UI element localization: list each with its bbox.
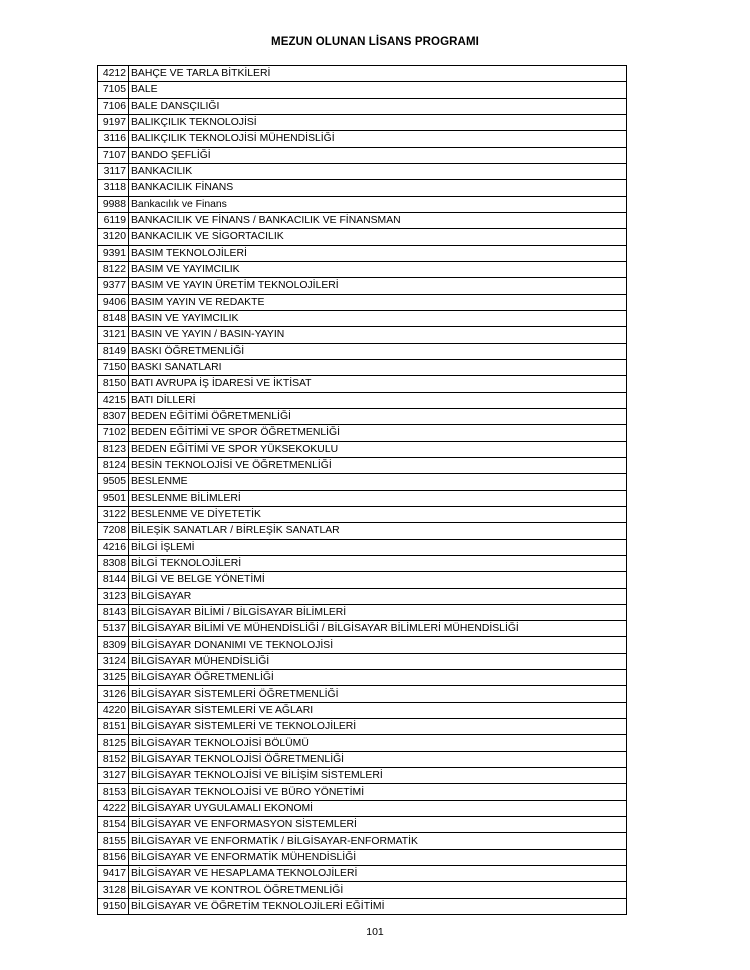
table-row — [98, 474, 627, 490]
table-row — [98, 425, 627, 441]
table-row — [98, 817, 627, 833]
program-code-cell: 9501 — [98, 490, 129, 506]
table-row — [98, 800, 627, 816]
program-name-cell: BESLENME VE DİYETETİK — [129, 506, 627, 522]
program-code-cell: 8124 — [98, 457, 129, 473]
program-code-cell: 8156 — [98, 849, 129, 865]
program-name-cell: BESLENME BİLİMLERİ — [129, 490, 627, 506]
table-row — [98, 572, 627, 588]
program-code-cell: 6119 — [98, 212, 129, 228]
table-row — [98, 833, 627, 849]
program-code-cell: 3124 — [98, 653, 129, 669]
program-code-cell: 3118 — [98, 180, 129, 196]
program-code-cell: 8125 — [98, 735, 129, 751]
program-code-cell: 8309 — [98, 637, 129, 653]
table-row — [98, 735, 627, 751]
program-name-cell: BİLGİSAYAR SİSTEMLERİ VE AĞLARI — [129, 702, 627, 718]
program-code-cell: 9150 — [98, 898, 129, 914]
program-name-cell: BİLGİSAYAR ÖĞRETMENLİĞİ — [129, 670, 627, 686]
table-row — [98, 539, 627, 555]
table-row — [98, 294, 627, 310]
program-code-cell: 4212 — [98, 66, 129, 82]
table-row — [98, 441, 627, 457]
program-name-cell: BASIN VE YAYIN / BASIN-YAYIN — [129, 327, 627, 343]
program-name-cell: BEDEN EĞİTİMİ VE SPOR ÖĞRETMENLİĞİ — [129, 425, 627, 441]
table-row — [98, 82, 627, 98]
program-name-cell: BİLGİSAYAR — [129, 588, 627, 604]
program-code-cell: 9417 — [98, 866, 129, 882]
program-code-cell: 3128 — [98, 882, 129, 898]
program-code-cell: 8154 — [98, 817, 129, 833]
table-row — [98, 670, 627, 686]
program-name-cell: BİLGİSAYAR TEKNOLOJİSİ VE BÜRO YÖNETİMİ — [129, 784, 627, 800]
table-row — [98, 66, 627, 82]
table-row — [98, 278, 627, 294]
program-code-cell: 9377 — [98, 278, 129, 294]
table-row — [98, 310, 627, 326]
program-code-cell: 7105 — [98, 82, 129, 98]
table-row — [98, 131, 627, 147]
table-row — [98, 604, 627, 620]
page-title: MEZUN OLUNAN LİSANS PROGRAMI — [271, 36, 479, 48]
program-code-cell: 7208 — [98, 523, 129, 539]
program-code-cell: 7107 — [98, 147, 129, 163]
program-name-cell: BASKI ÖĞRETMENLİĞİ — [129, 343, 627, 359]
program-name-cell: BANDO ŞEFLİĞİ — [129, 147, 627, 163]
program-code-cell: 4220 — [98, 702, 129, 718]
program-code-cell: 8123 — [98, 441, 129, 457]
program-code-cell: 9391 — [98, 245, 129, 261]
table-row — [98, 261, 627, 277]
table-row — [98, 588, 627, 604]
program-name-cell: BANKACILIK VE FİNANS / BANKACILIK VE FİNANSMAN — [129, 212, 627, 228]
program-code-cell: 3117 — [98, 163, 129, 179]
program-name-cell: BİLGİSAYAR VE KONTROL ÖĞRETMENLİĞİ — [129, 882, 627, 898]
page-number: 101 — [366, 926, 384, 938]
table-row — [98, 702, 627, 718]
program-code-cell: 7106 — [98, 98, 129, 114]
program-name-cell: BİLGİSAYAR DONANIMI VE TEKNOLOJİSİ — [129, 637, 627, 653]
program-name-cell: BASIM VE YAYIMCILIK — [129, 261, 627, 277]
program-name-cell: BİLGİSAYAR TEKNOLOJİSİ VE BİLİŞİM SİSTEMLERİ — [129, 768, 627, 784]
table-row — [98, 653, 627, 669]
program-code-cell: 3122 — [98, 506, 129, 522]
table-row — [98, 114, 627, 130]
table-row — [98, 180, 627, 196]
program-name-cell: BİLGİ TEKNOLOJİLERİ — [129, 555, 627, 571]
program-code-cell: 3127 — [98, 768, 129, 784]
program-table-body — [98, 66, 627, 915]
table-row — [98, 408, 627, 424]
table-row — [98, 98, 627, 114]
table-row — [98, 898, 627, 914]
program-name-cell: BİLGİSAYAR BİLİMİ / BİLGİSAYAR BİLİMLERİ — [129, 604, 627, 620]
program-name-cell: BEDEN EĞİTİMİ ÖĞRETMENLİĞİ — [129, 408, 627, 424]
program-name-cell: BATI DİLLERİ — [129, 392, 627, 408]
program-name-cell: BİLGİSAYAR SİSTEMLERİ ÖĞRETMENLİĞİ — [129, 686, 627, 702]
program-code-cell: 7102 — [98, 425, 129, 441]
program-name-cell: BAHÇE VE TARLA BİTKİLERİ — [129, 66, 627, 82]
table-row — [98, 523, 627, 539]
table-row — [98, 163, 627, 179]
program-code-cell: 8307 — [98, 408, 129, 424]
table-row — [98, 686, 627, 702]
program-name-cell: BASIN VE YAYIMCILIK — [129, 310, 627, 326]
table-row — [98, 719, 627, 735]
table-row — [98, 768, 627, 784]
program-code-cell: 4222 — [98, 800, 129, 816]
table-row — [98, 866, 627, 882]
program-name-cell: BEDEN EĞİTİMİ VE SPOR YÜKSEKOKULU — [129, 441, 627, 457]
table-row — [98, 392, 627, 408]
program-table — [97, 65, 627, 915]
program-code-cell: 4216 — [98, 539, 129, 555]
table-row — [98, 637, 627, 653]
program-name-cell: BASIM TEKNOLOJİLERİ — [129, 245, 627, 261]
program-name-cell: BASIM YAYIN VE REDAKTE — [129, 294, 627, 310]
program-name-cell: BİLGİSAYAR MÜHENDİSLİĞİ — [129, 653, 627, 669]
program-code-cell: 3125 — [98, 670, 129, 686]
table-row — [98, 147, 627, 163]
program-code-cell: 3123 — [98, 588, 129, 604]
program-code-cell: 8149 — [98, 343, 129, 359]
table-row — [98, 751, 627, 767]
program-name-cell: BİLEŞİK SANATLAR / BİRLEŞİK SANATLAR — [129, 523, 627, 539]
program-name-cell: BİLGİSAYAR TEKNOLOJİSİ BÖLÜMÜ — [129, 735, 627, 751]
program-code-cell: 7150 — [98, 359, 129, 375]
program-name-cell: BALE DANSÇILIĞI — [129, 98, 627, 114]
program-name-cell: BİLGİSAYAR VE ENFORMATİK / BİLGİSAYAR-ENFORMATİK — [129, 833, 627, 849]
table-row — [98, 229, 627, 245]
table-row — [98, 359, 627, 375]
program-name-cell: BESLENME — [129, 474, 627, 490]
program-name-cell: BİLGİSAYAR VE HESAPLAMA TEKNOLOJİLERİ — [129, 866, 627, 882]
program-code-cell: 8148 — [98, 310, 129, 326]
program-code-cell: 3116 — [98, 131, 129, 147]
table-row — [98, 784, 627, 800]
table-row — [98, 457, 627, 473]
table-row — [98, 196, 627, 212]
program-name-cell: BALIKÇILIK TEKNOLOJİSİ MÜHENDİSLİĞİ — [129, 131, 627, 147]
program-name-cell: BİLGİSAYAR VE ENFORMASYON SİSTEMLERİ — [129, 817, 627, 833]
program-name-cell: BESİN TEKNOLOJİSİ VE ÖĞRETMENLİĞİ — [129, 457, 627, 473]
program-name-cell: BİLGİSAYAR VE ÖĞRETİM TEKNOLOJİLERİ EĞİTİMİ — [129, 898, 627, 914]
table-row — [98, 490, 627, 506]
program-name-cell: BİLGİSAYAR VE ENFORMATİK MÜHENDİSLİĞİ — [129, 849, 627, 865]
table-row — [98, 882, 627, 898]
program-name-cell: BİLGİ İŞLEMİ — [129, 539, 627, 555]
program-code-cell: 8144 — [98, 572, 129, 588]
program-code-cell: 8143 — [98, 604, 129, 620]
table-row — [98, 621, 627, 637]
program-name-cell: Bankacılık ve Finans — [129, 196, 627, 212]
program-name-cell: BANKACILIK FİNANS — [129, 180, 627, 196]
program-name-cell: BİLGİSAYAR UYGULAMALI EKONOMİ — [129, 800, 627, 816]
table-row — [98, 245, 627, 261]
table-row — [98, 343, 627, 359]
program-name-cell: BALE — [129, 82, 627, 98]
program-name-cell: BASKI SANATLARI — [129, 359, 627, 375]
program-name-cell: BALIKÇILIK TEKNOLOJİSİ — [129, 114, 627, 130]
program-name-cell: BANKACILIK — [129, 163, 627, 179]
table-row — [98, 506, 627, 522]
program-code-cell: 3120 — [98, 229, 129, 245]
program-name-cell: BİLGİSAYAR SİSTEMLERİ VE TEKNOLOJİLERİ — [129, 719, 627, 735]
program-name-cell: BATI AVRUPA İŞ İDARESİ VE İKTİSAT — [129, 376, 627, 392]
program-code-cell: 9406 — [98, 294, 129, 310]
program-code-cell: 3126 — [98, 686, 129, 702]
program-code-cell: 9197 — [98, 114, 129, 130]
program-code-cell: 4215 — [98, 392, 129, 408]
program-code-cell: 9988 — [98, 196, 129, 212]
program-code-cell: 8155 — [98, 833, 129, 849]
table-row — [98, 376, 627, 392]
program-code-cell: 8122 — [98, 261, 129, 277]
table-row — [98, 849, 627, 865]
program-code-cell: 8151 — [98, 719, 129, 735]
program-code-cell: 3121 — [98, 327, 129, 343]
table-row — [98, 327, 627, 343]
program-name-cell: BİLGİ VE BELGE YÖNETİMİ — [129, 572, 627, 588]
program-name-cell: BASIM VE YAYIN ÜRETİM TEKNOLOJİLERİ — [129, 278, 627, 294]
program-name-cell: BİLGİSAYAR BİLİMİ VE MÜHENDİSLİĞİ / BİLGİSAYAR BİLİMLERİ MÜHENDİSLİĞİ — [129, 621, 627, 637]
program-code-cell: 8153 — [98, 784, 129, 800]
program-code-cell: 5137 — [98, 621, 129, 637]
table-row — [98, 212, 627, 228]
program-name-cell: BİLGİSAYAR TEKNOLOJİSİ ÖĞRETMENLİĞİ — [129, 751, 627, 767]
program-code-cell: 8150 — [98, 376, 129, 392]
table-row — [98, 555, 627, 571]
program-code-cell: 9505 — [98, 474, 129, 490]
program-code-cell: 8308 — [98, 555, 129, 571]
program-name-cell: BANKACILIK VE SİGORTACILIK — [129, 229, 627, 245]
program-code-cell: 8152 — [98, 751, 129, 767]
